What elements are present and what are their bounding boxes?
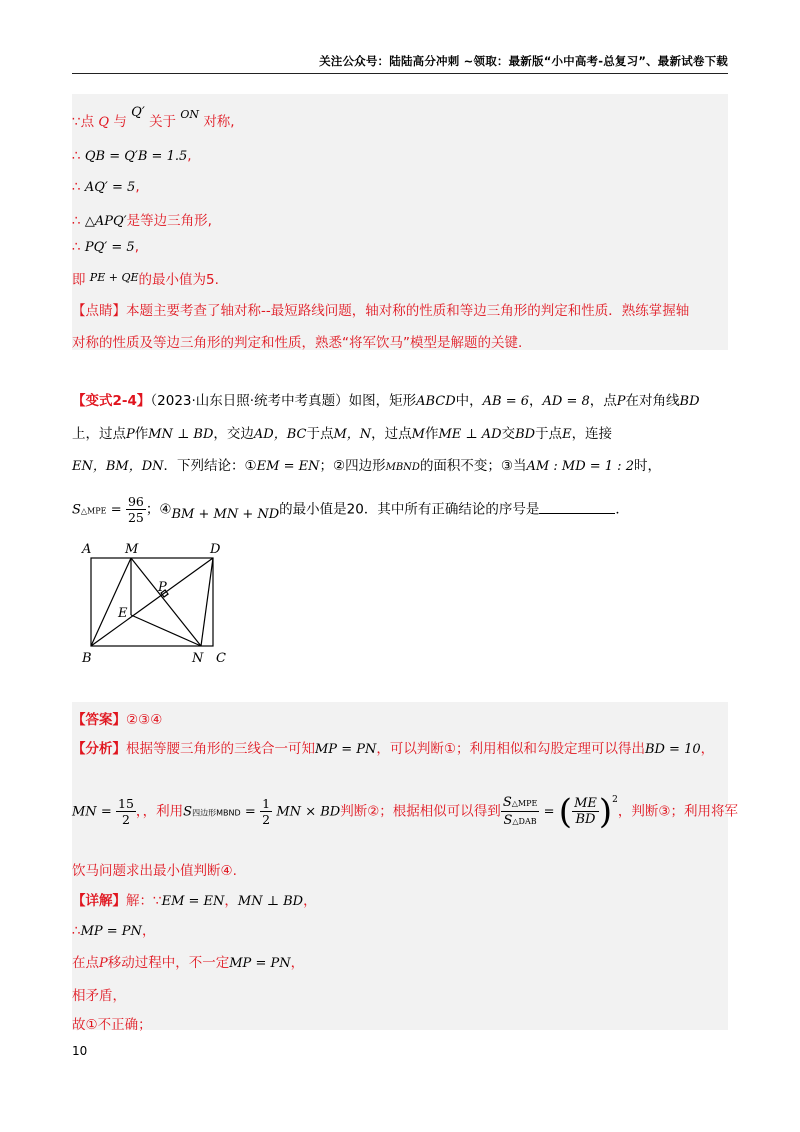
diagonal-bd bbox=[91, 558, 213, 646]
segment-en bbox=[131, 615, 201, 646]
solution-line-6: 即 $^{PE + QE}$的最小值为5. bbox=[72, 271, 219, 288]
problem-line-1: 【变式2-4】（2023·山东日照·统考中考真题）如图，矩形ABCD中，AB = 6，AD = 8，点P在对角线BD bbox=[72, 393, 700, 409]
problem-tag: 【变式2-4】 bbox=[72, 393, 151, 409]
fraction-96-25: $\frac{96}{25}$ bbox=[127, 494, 144, 525]
comment-line-1: 【点睛】本题主要考查了轴对称--最短路线问题，轴对称的性质和等边三角形的判定和性质．熟练掌握轴 bbox=[72, 303, 690, 319]
label-D: D bbox=[210, 542, 221, 557]
problem-line-4: S△MPE = $\frac{96}{25}$ ；④BM + MN + ND的最小值是20．其中所有正确结论的序号是 ． bbox=[72, 494, 629, 525]
label-M: M bbox=[125, 542, 139, 557]
label-E: E bbox=[118, 606, 128, 621]
answer-blank bbox=[539, 501, 615, 514]
answer-line: 【答案】②③④ bbox=[72, 712, 163, 728]
label-C: C bbox=[216, 651, 226, 666]
detail-line-1: 【详解】解：∵EM = EN，MN ⊥ BD， bbox=[72, 893, 317, 909]
solution-line-4: ∴ △APQ′是等边三角形, bbox=[72, 213, 212, 229]
segment-dn bbox=[201, 558, 213, 646]
detail-line-3: 在点P移动过程中，不一定MP = PN， bbox=[72, 955, 305, 971]
analysis-line-2: MN = $\frac{15}{2}$ ，，利用S四边形MBND = $\frac{1}{2}$ MN × BD判断②；根据相似可以得到 $\frac{\text{S△MPE}}{\text{S△DAB}}$ = ( $\frac{ME}{BD}$ )$^2$，判断③；利用将军 bbox=[72, 791, 738, 832]
segment-mn bbox=[131, 558, 201, 646]
solution-line-5: ∴ PQ′ = 5, bbox=[72, 239, 139, 255]
label-N: N bbox=[192, 651, 204, 666]
label-B: B bbox=[82, 651, 92, 666]
comment-line-2: 对称的性质及等边三角形的判定和性质，熟悉“将军饮马”模型是解题的关键. bbox=[72, 335, 523, 351]
detail-line-5: 故①不正确； bbox=[72, 1017, 152, 1033]
detail-line-4: 相矛盾， bbox=[72, 988, 126, 1004]
header-rule bbox=[72, 73, 728, 74]
solution-line-2: ∴ QB = Q′B = 1.5, bbox=[72, 148, 192, 164]
problem-line-2: 上，过点P作MN ⊥ BD，交边AD，BC于点M，N，过点M作ME ⊥ AD交BD于点E，连接 bbox=[72, 426, 613, 442]
solution-line-3: ∴ AQ′ = 5, bbox=[72, 179, 140, 195]
solution-line-1: ∵点 Q 与 Q′ 关于 $^{ON}$ 对称, bbox=[72, 105, 235, 130]
page-number: 10 bbox=[72, 1044, 88, 1058]
label-P: P bbox=[158, 580, 167, 595]
label-A: A bbox=[82, 542, 92, 557]
problem-line-3: EN，BM，DN．下列结论：①EM = EN；②四边形MBND的面积不变；③当AM : MD = 1 : 2时， bbox=[72, 458, 661, 474]
geometry-figure bbox=[80, 540, 250, 670]
page-header: 关注公众号：陆陆高分冲刺 ~领取：最新版“小中高考-总复习”、最新试卷下载 bbox=[319, 54, 728, 68]
analysis-line-3: 饮马问题求出最小值判断④. bbox=[72, 863, 237, 879]
detail-line-2: ∴MP = PN， bbox=[72, 923, 156, 939]
segment-bm bbox=[91, 558, 131, 646]
analysis-line-1: 【分析】根据等腰三角形的三线合一可知MP = PN，可以判断①；利用相似和勾股定理可以得出BD = 10， bbox=[72, 741, 715, 757]
